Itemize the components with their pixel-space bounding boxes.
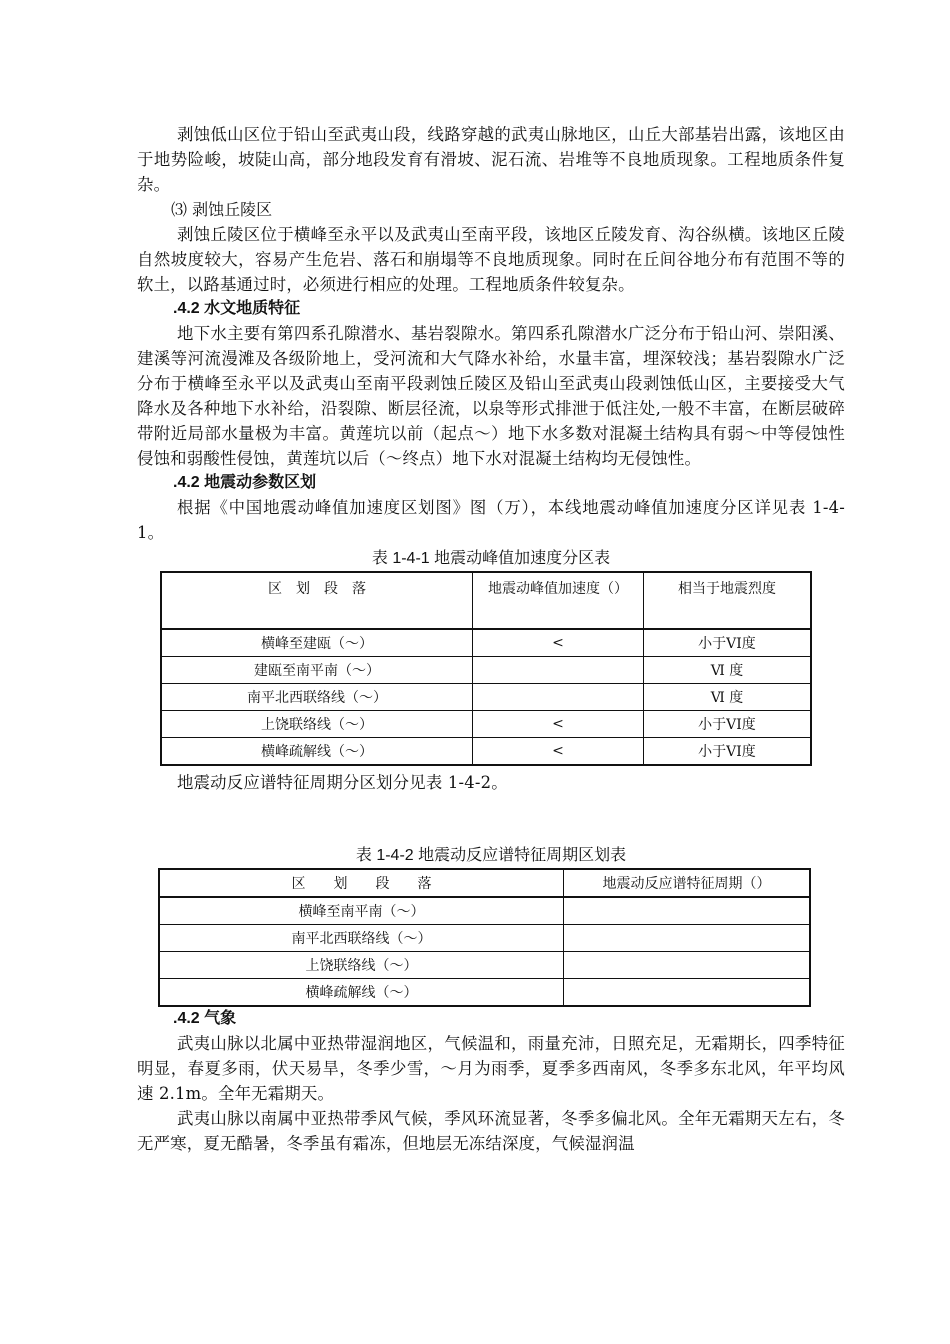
table-cell: [564, 925, 811, 952]
subheading-hill-area: ⑶ 剥蚀丘陵区: [171, 200, 273, 219]
table-cell: <: [473, 711, 644, 738]
table-cell: <: [473, 738, 644, 766]
table-cell: Ⅵ 度: [644, 684, 812, 711]
paragraph-spectrum-ref: 地震动反应谱特征周期分区划分见表 1-4-2。: [177, 773, 508, 792]
paragraph-hill-area: 剥蚀丘陵区位于横峰至永平以及武夷山至南平段，该地区丘陵发育、沟谷纵横。该地区丘陵自然坡度较大，容易产生危岩、落石和崩塌等不良地质现象。同时在丘间谷地分布有范围不等的软土，以路基通过时，必须进行相应的处理。工程地质条件较复杂。: [137, 225, 845, 294]
table1-caption: 表 1-4-1 地震动峰值加速度分区表: [371, 550, 611, 567]
heading-hydrogeology: .4.2 水文地质特征: [173, 300, 301, 317]
table-header-row: [161, 572, 811, 629]
table-header-cell: 地震动反应谱特征周期（）: [564, 869, 811, 897]
table-cell: [473, 657, 644, 684]
paragraph-climate-south: 武夷山脉以南属中亚热带季风气候，季风环流显著，冬季多偏北风。全年无霜期天左右，冬无严寒，夏无酷暑，冬季虽有霜冻，但地层无冻结深度，气候湿润温: [137, 1109, 845, 1153]
table-cell: 横峰疏解线（～）: [161, 738, 473, 766]
table-cell: 南平北西联络线（～）: [161, 684, 473, 711]
paragraph-low-mountain: 剥蚀低山区位于铅山至武夷山段，线路穿越的武夷山脉地区，山丘大部基岩出露，该地区由于地势险峻，坡陡山高，部分地段发育有滑坡、泥石流、岩堆等不良地质现象。工程地质条件复杂。: [137, 125, 845, 194]
table-cell: [564, 979, 811, 1007]
table-cell: 横峰至南平南（～）: [159, 897, 564, 925]
table-cell: 横峰疏解线（～）: [159, 979, 564, 1007]
table-header-cell: 区 划 段 落: [159, 869, 564, 897]
table-cell: [564, 952, 811, 979]
table-row: [161, 657, 811, 684]
table-row: [159, 952, 810, 979]
table-row: [161, 738, 811, 766]
document-page: [137, 122, 845, 1156]
table-row: [161, 629, 811, 657]
table-cell: <: [473, 629, 644, 657]
table-row: [161, 711, 811, 738]
table-cell: 上饶联络线（～）: [161, 711, 473, 738]
table-cell: 建瓯至南平南（～）: [161, 657, 473, 684]
table-cell: 小于VI度: [644, 711, 812, 738]
table-row: [159, 925, 810, 952]
table-cell: Ⅵ 度: [644, 657, 812, 684]
table-header-cell: 地震动峰值加速度（）: [473, 572, 644, 629]
table-row: [159, 897, 810, 925]
table-row: [159, 979, 810, 1007]
table-cell: 横峰至建瓯（～）: [161, 629, 473, 657]
table-cell: 小于VI度: [644, 629, 812, 657]
seismic-acceleration-table: [160, 571, 812, 766]
paragraph-seismic: 根据《中国地震动峰值加速度区划图》图（万），本线地震动峰值加速度分区详见表 1-4-1。: [137, 498, 845, 542]
table-cell: 南平北西联络线（～）: [159, 925, 564, 952]
heading-climate: .4.2 气象: [173, 1010, 237, 1027]
table-cell: [473, 684, 644, 711]
table2-caption: 表 1-4-2 地震动反应谱特征周期区划表: [355, 847, 627, 864]
table-header-row: [159, 869, 810, 897]
table-cell: 上饶联络线（～）: [159, 952, 564, 979]
table-cell: [564, 897, 811, 925]
paragraph-climate-north: 武夷山脉以北属中亚热带湿润地区，气候温和，雨量充沛，日照充足，无霜期长，四季特征明显，春夏多雨，伏天易旱，冬季少雪，～月为雨季，夏季多西南风，冬季多东北风，年平均风速 2.1m。全年无霜期天。: [137, 1034, 845, 1103]
heading-seismic: .4.2 地震动参数区划: [173, 474, 317, 491]
table-cell: 小于VI度: [644, 738, 812, 766]
table-header-cell: 区 划 段 落: [161, 572, 473, 629]
table-row: [161, 684, 811, 711]
table-header-cell: 相当于地震烈度: [644, 572, 812, 629]
spectrum-period-table: [158, 868, 811, 1007]
paragraph-hydrogeology: 地下水主要有第四系孔隙潜水、基岩裂隙水。第四系孔隙潜水广泛分布于铅山河、崇阳溪、建溪等河流漫滩及各级阶地上，受河流和大气降水补给，水量丰富，埋深较浅；基岩裂隙水广泛分布于横峰至永平以及武夷山至南平段剥蚀丘陵区及铅山至武夷山段剥蚀低山区，主要接受大气降水及各种地下水补给，沿裂隙、断层径流，以泉等形式排泄于低注处,一般不丰富，在断层破碎带附近局部水量极为丰富。黄莲坑以前（起点～）地下水多数对混凝土结构具有弱～中等侵蚀性侵蚀和弱酸性侵蚀，黄莲坑以后（～终点）地下水对混凝土结构均无侵蚀性。: [137, 324, 845, 468]
